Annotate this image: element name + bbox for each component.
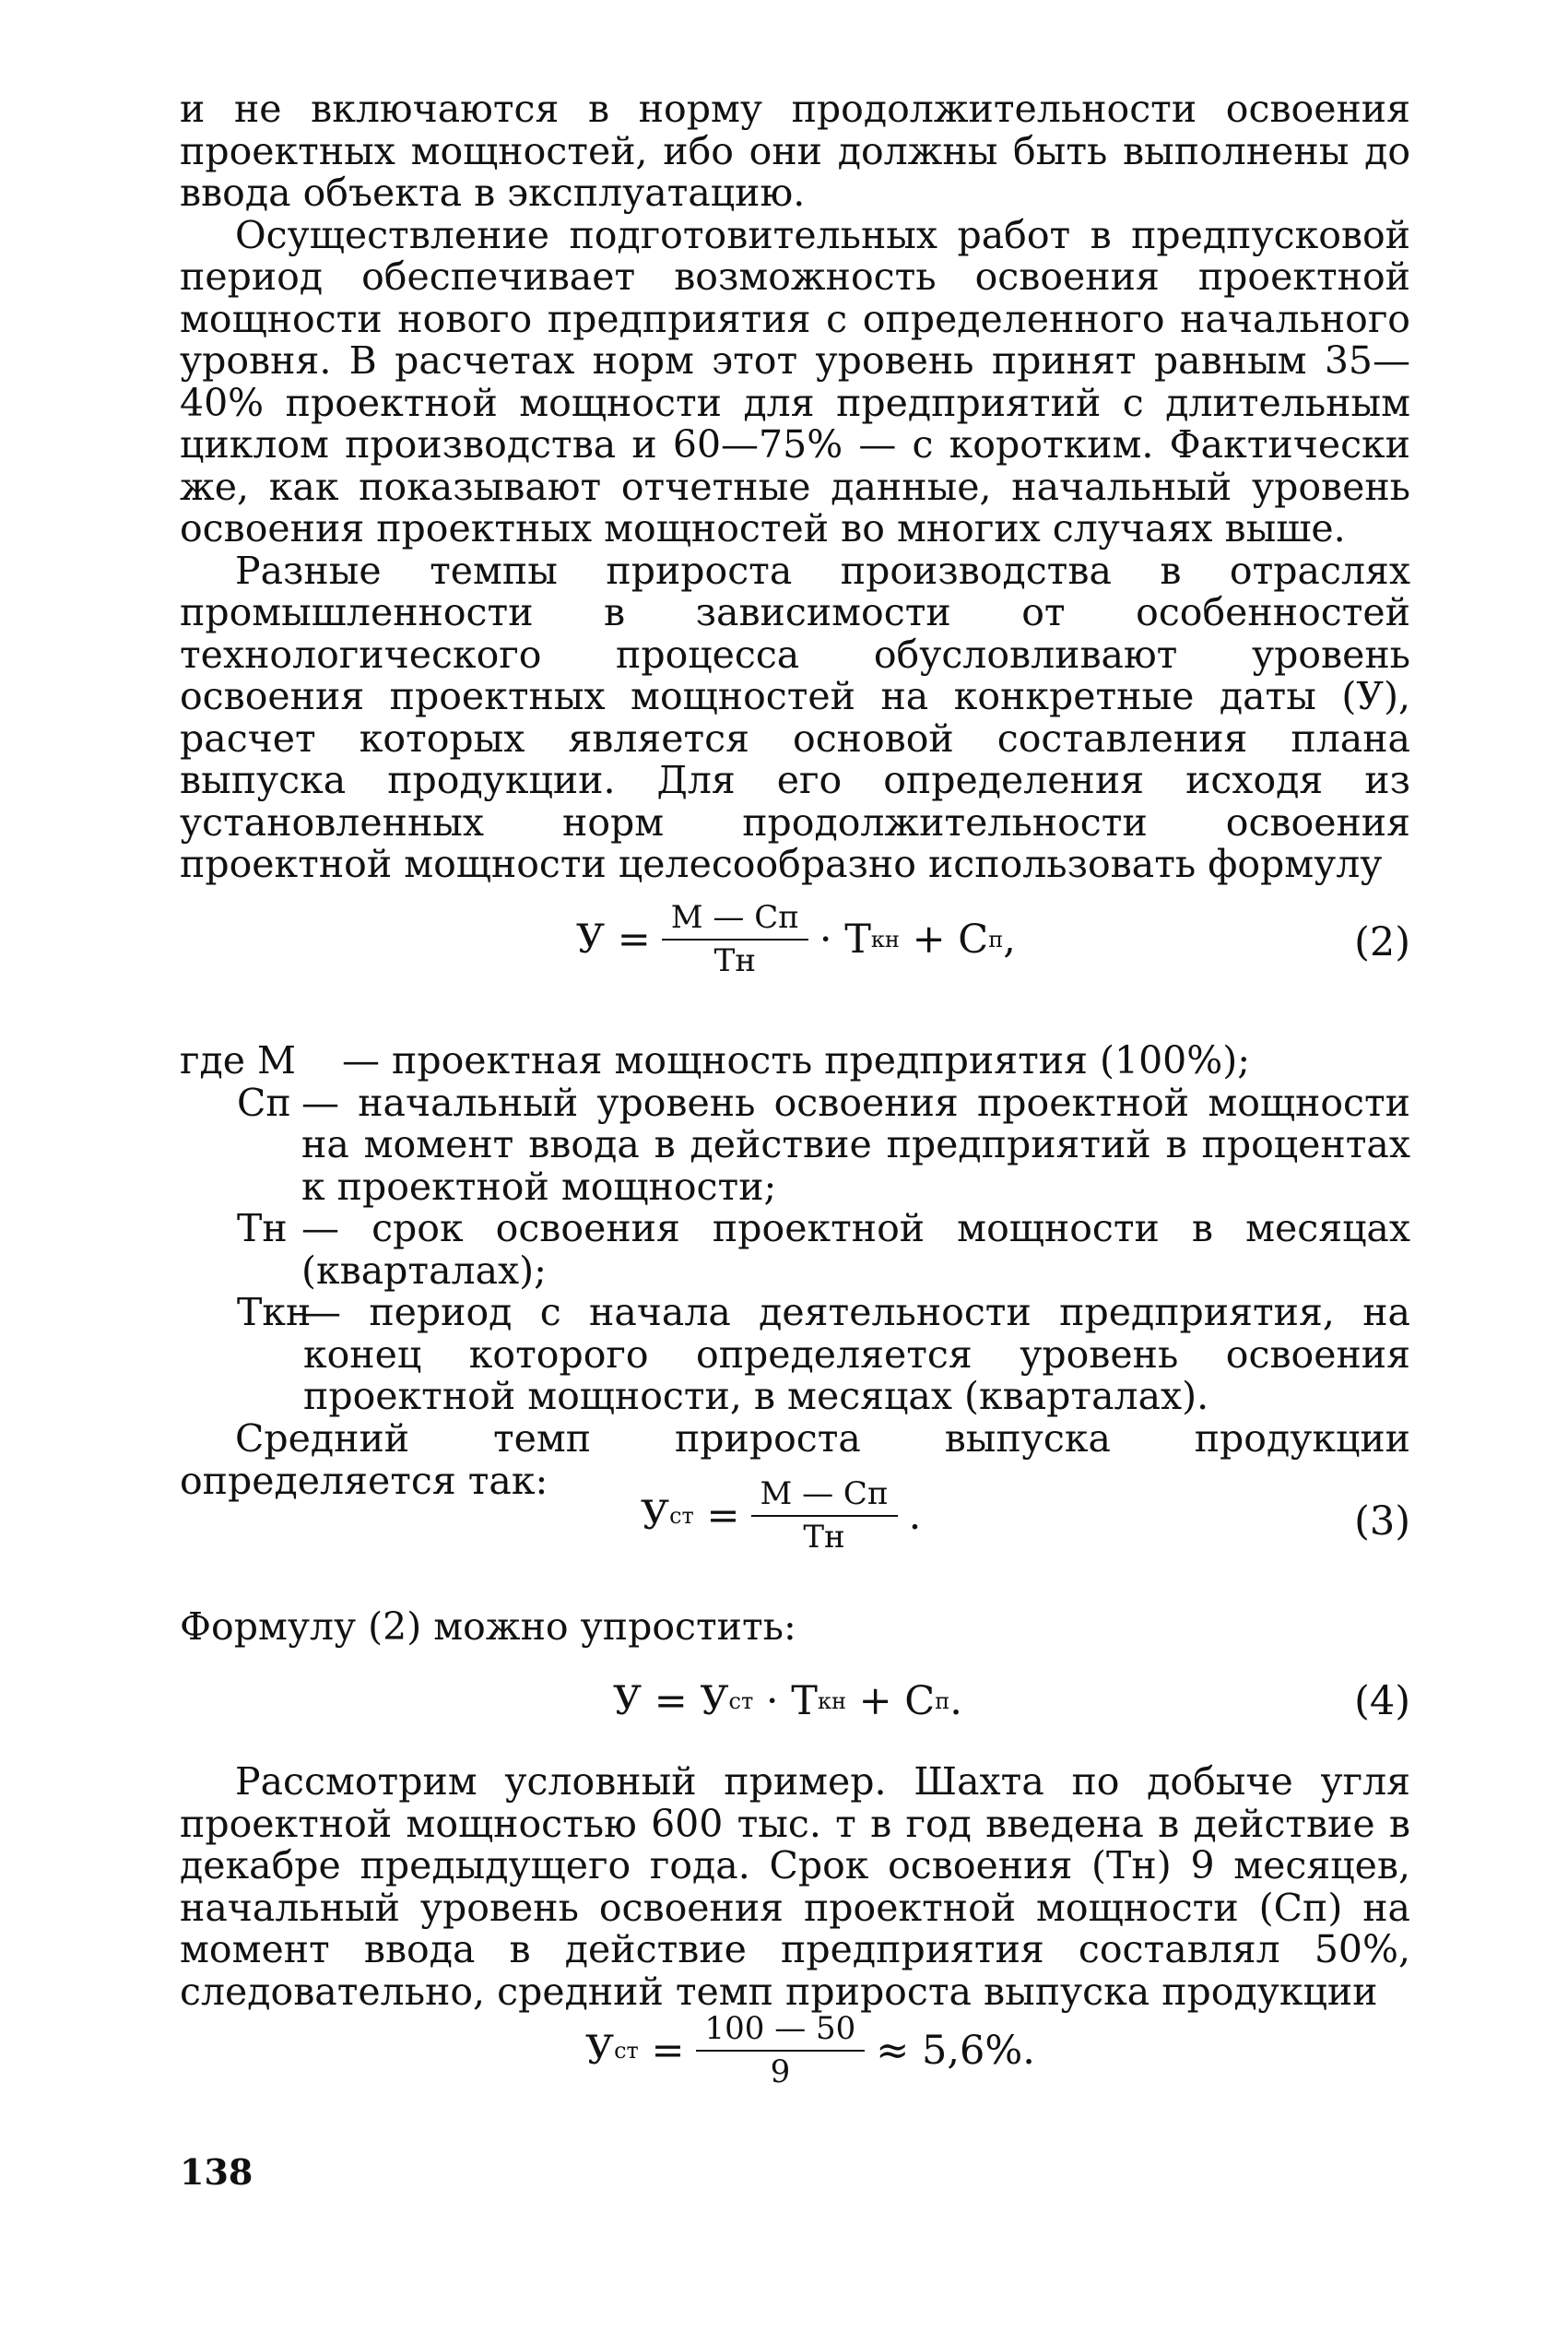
formula-4-sub3: п (935, 1688, 950, 1714)
formula-2-fraction (662, 899, 808, 979)
formula-3-eq: = (706, 1492, 740, 1539)
formula-3-denominator: Тн (803, 1519, 845, 1556)
formula-2-lhs: У = (576, 916, 651, 963)
text-block-3 (180, 1606, 1410, 1649)
definition-label: М (257, 1038, 297, 1083)
formula-2-rest-a: · Т (819, 916, 871, 963)
formula-3-numerator: М — Сп (751, 1475, 898, 1517)
formula-2 (180, 899, 1410, 1010)
definition-tkn (180, 1292, 1410, 1418)
formula-3-fraction (751, 1475, 898, 1556)
definition-text: — период с начала деятельности предприятия, на конец которого определяется уровень освоения проектной мощности, в месяцах (кварталах). (303, 1290, 1410, 1418)
definition-label: Тн (237, 1206, 288, 1250)
formula-4-expression (613, 1678, 962, 1724)
definition-text: — срок освоения проектной мощности в месяцах (кварталах); (301, 1206, 1410, 1293)
formula-example-fraction (696, 2010, 866, 2090)
definition-m (180, 1040, 1410, 1083)
paragraph-2: Осуществление подготовительных работ в предпусковой период обеспечивает возможность освоения проектной мощности нового предприятия с определенного начального уровня. В расчетах норм этот уровень принят равным 35—40% проектной мощности для предприятий с длительным циклом производства и 60—75% — с коротким. Фактически же, как показывают отчетные данные, начальный уровень освоения проектных мощностей во многих случаях выше. (180, 212, 1410, 550)
formula-example-denominator: 9 (770, 2053, 791, 2090)
formula-3 (180, 1475, 1410, 1586)
formula-2-expression (576, 899, 1016, 979)
paragraph-1: и не включаются в норму продолжительности освоения проектных мощностей, ибо они должны быть выполнены до ввода объекта в эксплуатацию. (180, 87, 1410, 215)
formula-example-lhs-sub: ст (614, 2037, 639, 2064)
formula-3-expression (641, 1475, 921, 1556)
formula-3-number: (3) (1354, 1498, 1410, 1544)
formula-2-rest-sub: кн (870, 926, 900, 953)
formula-3-lhs-sub: ст (669, 1502, 694, 1529)
definition-tn (180, 1208, 1410, 1292)
formula-2-number: (2) (1354, 919, 1410, 965)
formula-4 (180, 1678, 1410, 1733)
formula-4-lhs: У = У (613, 1678, 729, 1724)
definition-label: Сп (237, 1080, 291, 1125)
formula-3-lhs: У (641, 1492, 670, 1539)
definitions-intro: где (180, 1038, 245, 1083)
formula-example-result: ≈ 5,6%. (876, 2027, 1035, 2074)
paragraph-4: Средний темп прироста выпуска продукции определяется так: (180, 1416, 1410, 1503)
text-block-4 (180, 1761, 1410, 2013)
formula-example-lhs: У (585, 2027, 615, 2074)
definition-label: Ткн (237, 1290, 312, 1334)
definition-text: — начальный уровень освоения проектной мощности на момент ввода в действие предприятий в процентах к проектной мощности; (301, 1080, 1410, 1209)
paragraph-5: Формулу (2) можно упростить: (180, 1604, 796, 1649)
formula-2-rest-sub2: п (988, 926, 1004, 953)
formula-2-rest-b: + С (912, 916, 989, 963)
formula-2-rest-end: , (1003, 916, 1016, 963)
page-number: 138 (180, 2151, 253, 2193)
formula-example-expression (585, 2010, 1035, 2090)
paragraph-3: Разные темпы прироста производства в отраслях промышленности в зависимости от особенностей технологического процесса обусловливают уровень освоения проектных мощностей на конкретные даты (У), расчет которых является основой составления плана выпуска продукции. Для его определения исходя из установленных норм продолжительности освоения проектной мощности целесообразно использовать формулу (180, 548, 1410, 886)
formula-4-sub2: кн (817, 1688, 846, 1714)
formula-4-end: . (949, 1678, 962, 1724)
text-block-1 (180, 89, 1410, 886)
definition-text: — проектная мощность предприятия (100%); (342, 1038, 1251, 1083)
formula-2-denominator: Тн (713, 942, 756, 979)
definition-sp (180, 1080, 1410, 1209)
definitions-list (180, 1040, 1410, 1418)
formula-example-eq: = (651, 2027, 685, 2074)
formula-4-mid: · Т (765, 1678, 818, 1724)
paragraph-6: Рассмотрим условный пример. Шахта по добыче угля проектной мощностью 600 тыс. т в год введена в действие в декабре предыдущего года. Срок освоения (Тн) 9 месяцев, начальный уровень освоения проектной мощности (Сп) на момент ввода в действие предприятия составлял 50%, следовательно, средний темп прироста выпуска продукции (180, 1759, 1410, 2014)
formula-2-numerator: М — Сп (662, 899, 808, 941)
formula-4-sub1: ст (728, 1688, 754, 1714)
formula-4-plus: + С (858, 1678, 936, 1724)
formula-4-number: (4) (1354, 1678, 1410, 1724)
formula-example-numerator: 100 — 50 (696, 2010, 866, 2052)
formula-example (180, 2010, 1410, 2121)
formula-3-end: . (908, 1492, 922, 1539)
